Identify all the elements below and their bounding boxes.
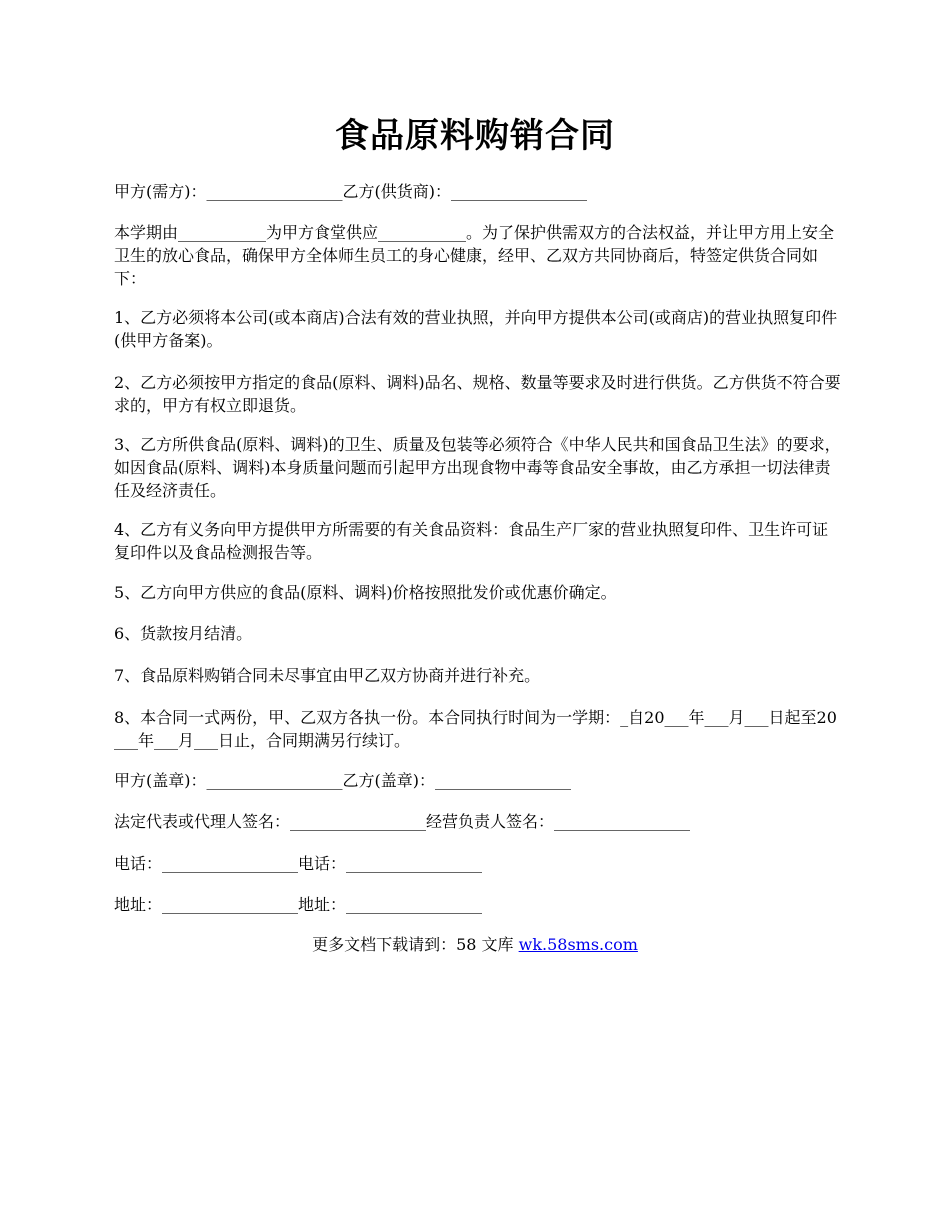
clause-6: 6、货款按月结清。 (114, 624, 253, 643)
clause-3: 3、乙方所供食品(原料、调料)的卫生、质量及包装等必须符合《中华人民共和国食品卫生法》的要求，如因食品(原料、调料)本身质量问题而引起甲方出现食物中毒等食品安全事故，由乙方承担一切法律责任及经济责任。 (114, 435, 841, 500)
address-line: 地址：_________________地址：_________________ (114, 895, 483, 914)
parties-line: 甲方(需方)：_________________乙方(供货商)：_________________ (114, 182, 587, 201)
intro-paragraph: 本学期由___________为甲方食堂供应___________。为了保护供需双方的合法权益，并让甲方用上安全卫生的放心食品，确保甲方全体师生员工的身心健康，经甲、乙双方共同协商后，特签定供货合同如下： (114, 223, 835, 288)
clause-2: 2、乙方必须按甲方指定的食品(原料、调料)品名、规格、数量等要求及时进行供货。乙方供货不符合要求的，甲方有权立即退货。 (114, 373, 841, 415)
clause-7: 7、食品原料购销合同未尽事宜由甲乙双方协商并进行补充。 (114, 666, 541, 685)
footer-link[interactable]: wk.58sms.com (518, 935, 638, 954)
footer-text: 更多文档下载请到：58 文库 (312, 935, 519, 954)
seal-line: 甲方(盖章)：_________________乙方(盖章)：_________________ (114, 771, 571, 790)
clause-8: 8、本合同一式两份，甲、乙双方各执一份。本合同执行时间为一学期：_自20___年___月___日起至20___年___月___日止，合同期满另行续订。 (114, 708, 837, 750)
phone-line: 电话：_________________电话：_________________ (114, 854, 483, 873)
footer (0, 933, 950, 956)
clause-1: 1、乙方必须将本公司(或本商店)合法有效的营业执照，并向甲方提供本公司(或商店)的营业执照复印件(供甲方备案)。 (114, 308, 838, 350)
clause-4: 4、乙方有义务向甲方提供甲方所需要的有关食品资料：食品生产厂家的营业执照复印件、卫生许可证复印件以及食品检测报告等。 (114, 520, 829, 562)
document-title: 食品原料购销合同 (335, 116, 615, 156)
clause-5: 5、乙方向甲方供应的食品(原料、调料)价格按照批发价或优惠价确定。 (114, 583, 617, 602)
representative-signature-line: 法定代表或代理人签名：_________________经营负责人签名：_________________ (114, 812, 691, 831)
